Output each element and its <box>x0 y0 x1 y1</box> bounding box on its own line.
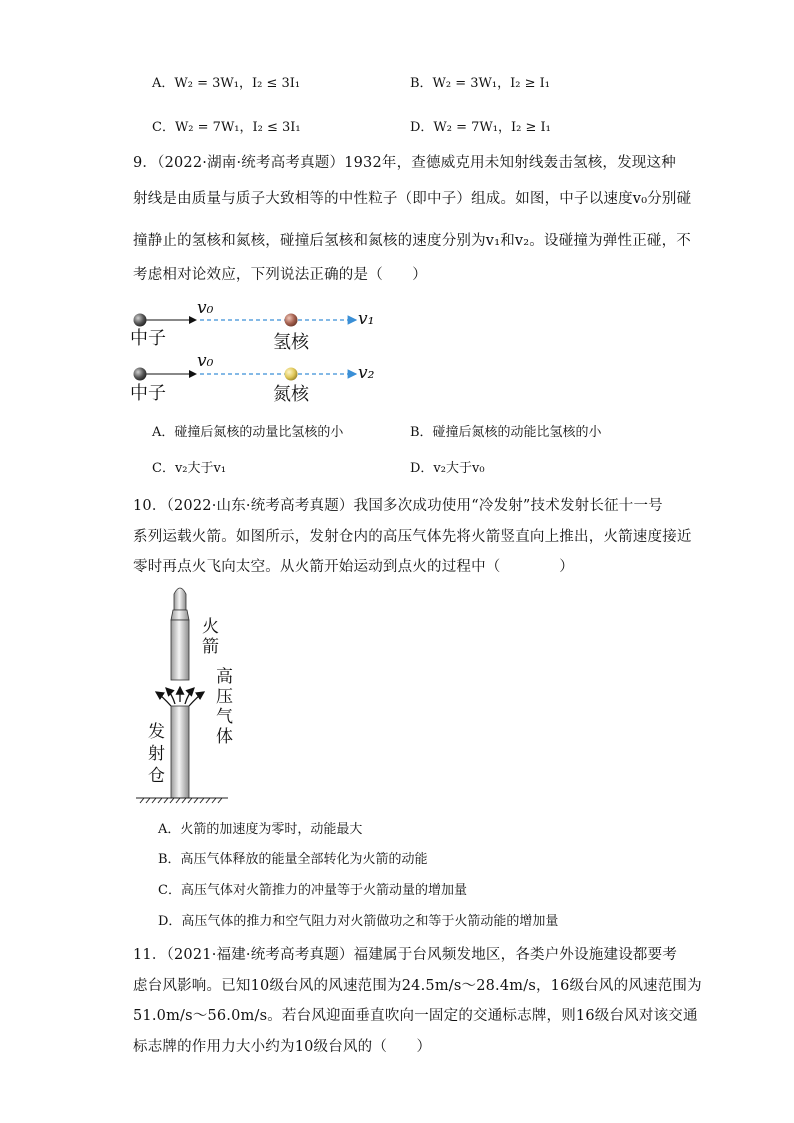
q9-option-c[interactable]: C．v₂大于v₁ <box>152 461 227 476</box>
q9-option-b[interactable]: B．碰撞后氮核的动能比氢核的小 <box>410 425 602 440</box>
q10-label-gas-1: 高 <box>216 667 233 687</box>
q9-option-a[interactable]: A．碰撞后氮核的动量比氢核的小 <box>152 425 344 440</box>
q11-stem-line-2: 虑台风影响。已知10级台风的风速范围为24.5m/s～28.4m/s，16级台风的风速范围为 <box>133 978 702 994</box>
q9-option-d[interactable]: D．v₂大于v₀ <box>410 461 485 476</box>
q8-option-d[interactable]: D．W₂ = 7W₁，I₂ ≥ I₁ <box>410 120 551 135</box>
q9-label-neutron-2: 中子 <box>130 383 166 404</box>
rocket-shape <box>171 588 189 680</box>
nitrogen-nucleus-ball <box>285 368 298 381</box>
q9-stem-line-1: 9．（2022·湖南·统考高考真题）1932年，查德威克用未知射线轰击氢核，发现这种 <box>133 155 676 171</box>
q10-label-silo-3: 仓 <box>148 766 165 786</box>
q9-stem-line-3: 撞静止的氢核和氮核，碰撞后氢核和氮核的速度分别为v₁和v₂。设碰撞为弹性正碰，不 <box>133 233 692 249</box>
q10-label-silo-1: 发 <box>148 722 165 742</box>
gas-arrows <box>156 687 204 706</box>
q9-label-v0-row2: v₀ <box>197 351 214 371</box>
q9-label-neutron-1: 中子 <box>130 328 166 349</box>
q11-stem-line-3: 51.0m/s～56.0m/s。若台风迎面垂直吹向一固定的交通标志牌，则16级台风对该交通 <box>133 1008 698 1024</box>
q11-stem-line-1: 11．（2021·福建·统考高考真题）福建属于台风频发地区，各类户外设施建设都要考 <box>133 947 678 963</box>
q9-collision-figure <box>130 296 390 406</box>
q10-option-d[interactable]: D．高压气体的推力和空气阻力对火箭做功之和等于火箭动能的增加量 <box>158 914 559 929</box>
q9-stem-line-2: 射线是由质量与质子大致相等的中性粒子（即中子）组成。如图，中子以速度v₀分别碰 <box>133 191 692 207</box>
q8-option-a[interactable]: A．W₂ = 3W₁，I₂ ≤ 3I₁ <box>152 76 301 91</box>
q9-label-hydrogen: 氢核 <box>273 332 309 353</box>
q10-label-rocket-1: 火 <box>202 617 219 637</box>
launch-silo <box>171 706 189 798</box>
q10-stem-line-3: 零时再点火飞向太空。从火箭开始运动到点火的过程中（ ） <box>133 559 574 575</box>
q8-option-c[interactable]: C．W₂ = 7W₁，I₂ ≤ 3I₁ <box>152 120 301 135</box>
q9-stem-line-4: 考虑相对论效应，下列说法正确的是（ ） <box>133 267 427 283</box>
q10-label-rocket-2: 箭 <box>202 637 219 657</box>
q10-option-a[interactable]: A．火箭的加速度为零时，动能最大 <box>158 822 363 837</box>
q11-stem-line-4: 标志牌的作用力大小约为10级台风的（ ） <box>133 1039 432 1055</box>
q9-collision-diagram <box>130 296 390 406</box>
q9-label-v1: v₁ <box>358 309 375 329</box>
q10-rocket-figure <box>130 582 250 804</box>
q9-label-v2: v₂ <box>358 363 375 383</box>
q10-label-silo-2: 射 <box>148 744 165 764</box>
q10-option-c[interactable]: C．高压气体对火箭推力的冲量等于火箭动量的增加量 <box>158 883 467 898</box>
q10-stem-line-2: 系列运载火箭。如图所示，发射仓内的高压气体先将火箭竖直向上推出，火箭速度接近 <box>133 529 692 545</box>
q10-label-gas-3: 气 <box>216 707 233 727</box>
q10-label-gas-2: 压 <box>216 687 233 707</box>
q9-label-nitrogen: 氮核 <box>273 384 309 405</box>
hydrogen-nucleus-ball <box>285 314 298 327</box>
q10-stem-line-1: 10．（2022·山东·统考高考真题）我国多次成功使用“冷发射”技术发射长征十一号 <box>133 498 663 514</box>
q10-label-gas-4: 体 <box>216 727 233 747</box>
q8-option-b[interactable]: B．W₂ = 3W₁，I₂ ≥ I₁ <box>410 76 550 91</box>
q10-option-b[interactable]: B．高压气体释放的能量全部转化为火箭的动能 <box>158 852 428 867</box>
ground <box>136 798 228 803</box>
q9-label-v0-row1: v₀ <box>197 298 214 318</box>
